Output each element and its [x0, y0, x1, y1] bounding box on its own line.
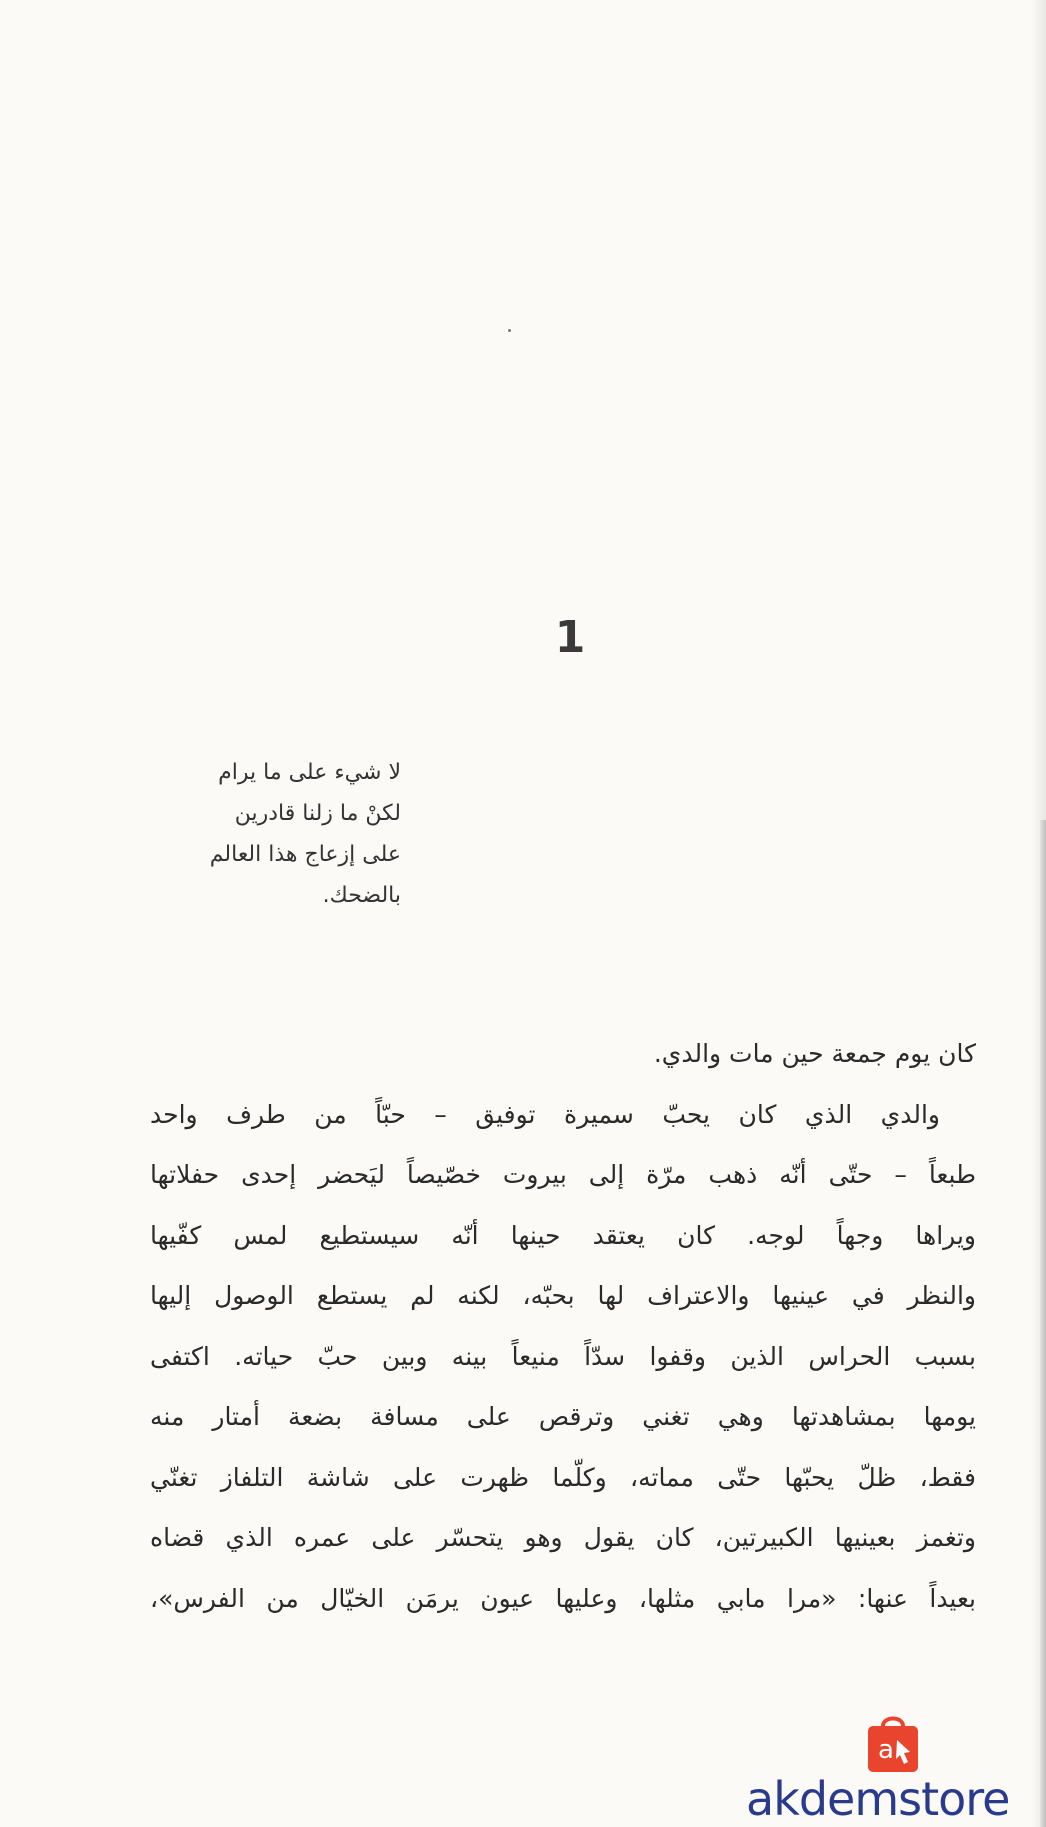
svg-text:a: a	[878, 1735, 894, 1765]
chapter-number: 1	[554, 612, 586, 663]
page-edge-shadow-dark	[1040, 820, 1046, 1827]
store-watermark-logo	[744, 1712, 1046, 1827]
paper-speck	[508, 329, 511, 332]
shopping-bag-icon	[864, 1712, 922, 1774]
body-line: طبعاً – حتّى أنّه ذهب مرّة إلى بيروت خصّيصاً ليَحضر إحدى حفلاتها	[150, 1160, 976, 1189]
epigraph-line: لكنْ ما زلنا قادرين	[234, 801, 401, 826]
body-line: فقط، ظلّ يحبّها حتّى مماته، وكلّما ظهرت على شاشة التلفاز تغنّي	[150, 1462, 976, 1492]
body-line: يومها بمشاهدتها وهي تغني وترقص على مسافة بضعة أمتار منه	[150, 1402, 976, 1431]
body-line: والدي الذي كان يحبّ سميرة توفيق – حبّاً من طرف واحد	[150, 1099, 940, 1129]
chapter-body-text	[150, 1024, 976, 1629]
body-line: بعيداً عنها: «مرا مابي مثلها، وعليها عيون يرمَن الخيّال من الفرس»،	[150, 1583, 976, 1613]
body-line: ويراها وجهاً لوجه. كان يعتقد حينها أنّه سيستطيع لمس كفّيها	[150, 1220, 976, 1250]
epigraph-line: بالضحك.	[322, 883, 401, 908]
body-line: وتغمز بعينيها الكبيرتين، كان يقول وهو يتحسّر على عمره الذي قضاه	[150, 1523, 976, 1552]
body-line: بسبب الحراس الذين وقفوا سدّاً منيعاً بينه وبين حبّ حياته. اكتفى	[150, 1341, 976, 1371]
store-name: akdemstore	[746, 1772, 1010, 1826]
epigraph-line: لا شيء على ما يرام	[218, 760, 401, 785]
body-line: والنظر في عينيها والاعتراف لها بحبّه، لكنه لم يستطع الوصول إليها	[150, 1281, 976, 1310]
epigraph	[81, 752, 401, 916]
body-line: كان يوم جمعة حين مات والدي.	[653, 1039, 976, 1068]
epigraph-line: على إزعاج هذا العالم	[209, 842, 401, 867]
